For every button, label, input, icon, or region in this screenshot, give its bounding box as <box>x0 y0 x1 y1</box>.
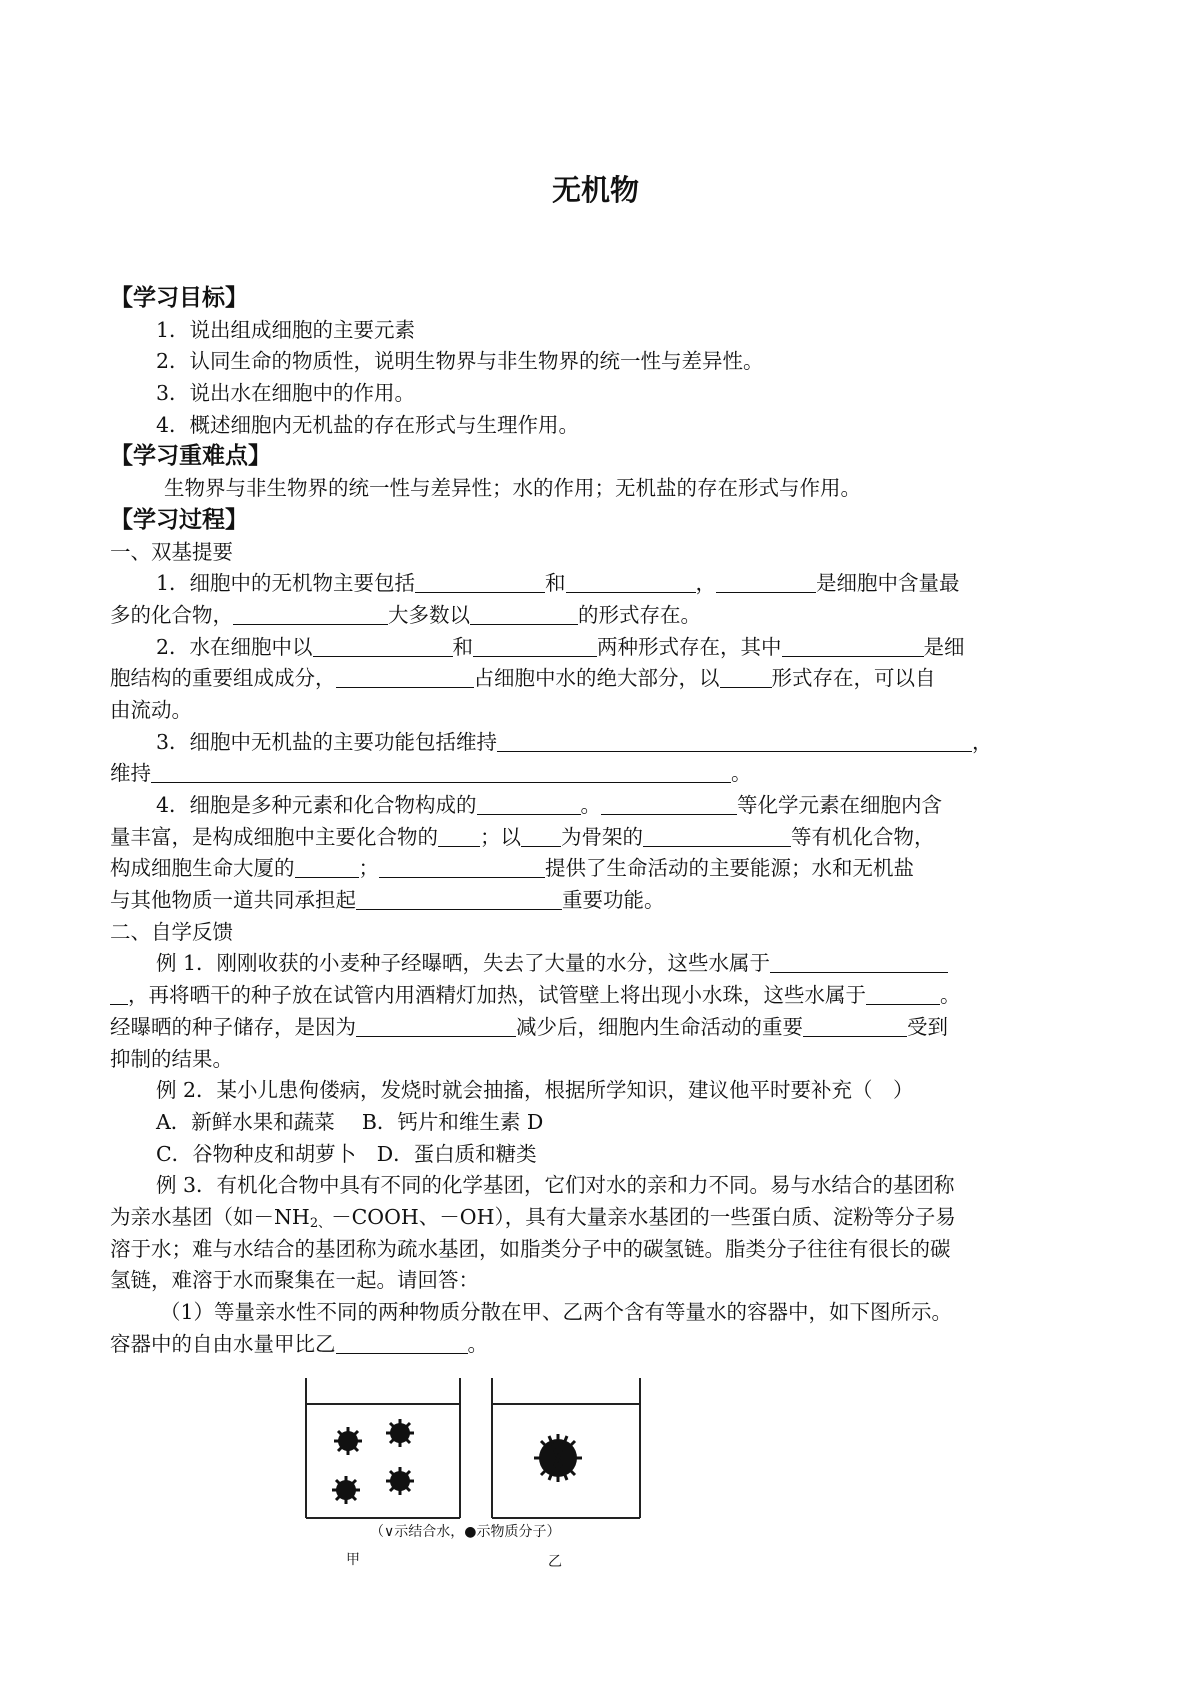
question-1-line1: 1．细胞中的无机物主要包括 和 ， 是细胞中含量最 <box>156 571 960 596</box>
question-3-line2: 维持 。 <box>110 761 752 786</box>
answer-blank[interactable] <box>782 634 924 657</box>
answer-blank[interactable] <box>770 950 948 973</box>
label-yi: 乙 <box>548 1554 562 1570</box>
aggregate-molecule-icon <box>534 1434 582 1482</box>
example-3-line1: 例 3．有机化合物中具有不同的化学基团，它们对水的亲和力不同。易与水结合的基团称 <box>156 1173 955 1198</box>
question-1-line2: 多的化合物， 大多数以 的形式存在。 <box>110 602 701 627</box>
option-c[interactable]: C．谷物种皮和胡萝卜 <box>156 1141 357 1166</box>
answer-blank[interactable] <box>379 855 545 878</box>
option-a[interactable]: A．新鲜水果和蔬菜 <box>156 1109 335 1134</box>
molecule-icon <box>334 1427 362 1455</box>
label-jia: 甲 <box>346 1552 360 1568</box>
part2-heading: 二、自学反馈 <box>110 919 233 944</box>
answer-blank[interactable] <box>720 665 772 688</box>
answer-blank[interactable] <box>415 570 545 593</box>
example-3-line3: 溶于水；难与水结合的基团称为疏水基团，如脂类分子中的碳氢链。脂类分子往往有很长的碳 <box>110 1236 951 1261</box>
question-4-line4: 与其他物质一道共同承担起 重要功能。 <box>110 888 665 913</box>
answer-blank[interactable] <box>566 570 696 593</box>
molecule-icon <box>386 1419 414 1447</box>
answer-blank[interactable] <box>803 1014 907 1037</box>
container-diagram <box>300 1378 680 1578</box>
option-b[interactable]: B．钙片和维生素 D <box>361 1109 544 1134</box>
key-heading: 【学习重难点】 <box>110 443 271 470</box>
process-heading: 【学习过程】 <box>110 506 248 533</box>
figure-caption: （∨示结合水，●示物质分子） <box>370 1524 561 1540</box>
goal-item: 4．概述细胞内无机盐的存在形式与生理作用。 <box>156 412 580 437</box>
molecule-icon <box>332 1476 360 1504</box>
worksheet-content <box>110 283 1085 1360</box>
example-3-line2: 为亲水基团（如$-NH_{2、}-COOH$、－OH），具有大量亲水基团的一些蛋白质、淀粉等分子易 <box>110 1204 956 1231</box>
answer-blank[interactable] <box>336 665 474 688</box>
answer-blank[interactable] <box>601 792 737 815</box>
goals-heading: 【学习目标】 <box>110 285 248 311</box>
goal-item: 2．认同生命的物质性，说明生物界与非生物界的统一性与差异性。 <box>156 349 764 374</box>
answer-blank[interactable] <box>233 602 388 625</box>
question-4-line1: 4．细胞是多种元素和化合物构成的 。 等化学元素在细胞内含 <box>156 793 943 817</box>
answer-blank[interactable] <box>356 1014 516 1037</box>
container-figure <box>300 1378 680 1578</box>
answer-blank[interactable] <box>295 855 359 878</box>
answer-blank[interactable] <box>110 982 128 1005</box>
question-4-line3: 构成细胞生命大厦的 ； 提供了生命活动的主要能源；水和无机盐 <box>110 856 914 881</box>
example-3-line4: 氢链，难溶于水而聚集在一起。请回答： <box>110 1268 479 1293</box>
example-1-line1: 例 1．刚刚收获的小麦种子经曝晒，失去了大量的水分，这些水属于 <box>110 948 1085 980</box>
question-2-line1: 2．水在细胞中以 和 两种形式存在，其中 是细 <box>156 634 965 659</box>
example-1-line2: ，再将晒干的种子放在试管内用酒精灯加热，试管壁上将出现小水珠，这些水属于 。 <box>110 980 1085 1012</box>
example-2-options-ab <box>110 1107 1085 1139</box>
page-title: 无机物 <box>551 173 639 207</box>
goal-item: 1．说出组成细胞的主要元素 <box>156 317 416 342</box>
answer-blank[interactable] <box>521 824 561 847</box>
molecule-icon <box>386 1467 414 1495</box>
answer-blank[interactable] <box>473 634 597 657</box>
question-2-line2: 胞结构的重要组成成分， 占细胞中水的绝大部分，以 形式存在，可以自 <box>110 666 936 691</box>
answer-blank[interactable] <box>470 602 578 625</box>
part1-heading: 一、双基提要 <box>110 539 233 564</box>
answer-blank[interactable] <box>356 887 562 910</box>
goal-item: 3．说出水在细胞中的作用。 <box>156 381 416 406</box>
question-2-line3: 由流动。 <box>110 697 192 722</box>
answer-blank[interactable] <box>866 982 940 1005</box>
key-text: 生物界与非生物界的统一性与差异性；水的作用；无机盐的存在形式与作用。 <box>164 476 861 501</box>
answer-blank[interactable] <box>643 824 791 847</box>
example-2-stem: 例 2．某小儿患佝偻病，发烧时就会抽搐，根据所学知识，建议他平时要补充（ ） <box>156 1078 914 1103</box>
answer-blank[interactable] <box>477 792 581 815</box>
example-3-q1-line1: （1）等量亲水性不同的两种物质分散在甲、乙两个含有等量水的容器中，如下图所示。 <box>160 1300 953 1324</box>
answer-blank[interactable] <box>336 1331 468 1354</box>
question-4-line2: 量丰富，是构成细胞中主要化合物的 ；以 为骨架的 等有机化合物， <box>110 824 935 849</box>
example-1-line3: 经曝晒的种子储存，是因为 减少后，细胞内生命活动的重要 受到 <box>110 1014 948 1039</box>
answer-blank[interactable] <box>716 570 816 593</box>
example-2-options-cd <box>110 1139 1085 1171</box>
example-3-q1-line2: 容器中的自由水量甲比乙 。 <box>110 1331 488 1356</box>
option-d[interactable]: D．蛋白质和糖类 <box>376 1141 537 1166</box>
answer-blank[interactable] <box>497 729 972 752</box>
container-jia <box>306 1378 460 1518</box>
example-1-line4: 抑制的结果。 <box>110 1046 233 1071</box>
question-3-line1: 3．细胞中无机盐的主要功能包括维持 ， <box>156 729 993 754</box>
answer-blank[interactable] <box>438 824 480 847</box>
answer-blank[interactable] <box>313 634 453 657</box>
answer-blank[interactable] <box>151 760 731 783</box>
